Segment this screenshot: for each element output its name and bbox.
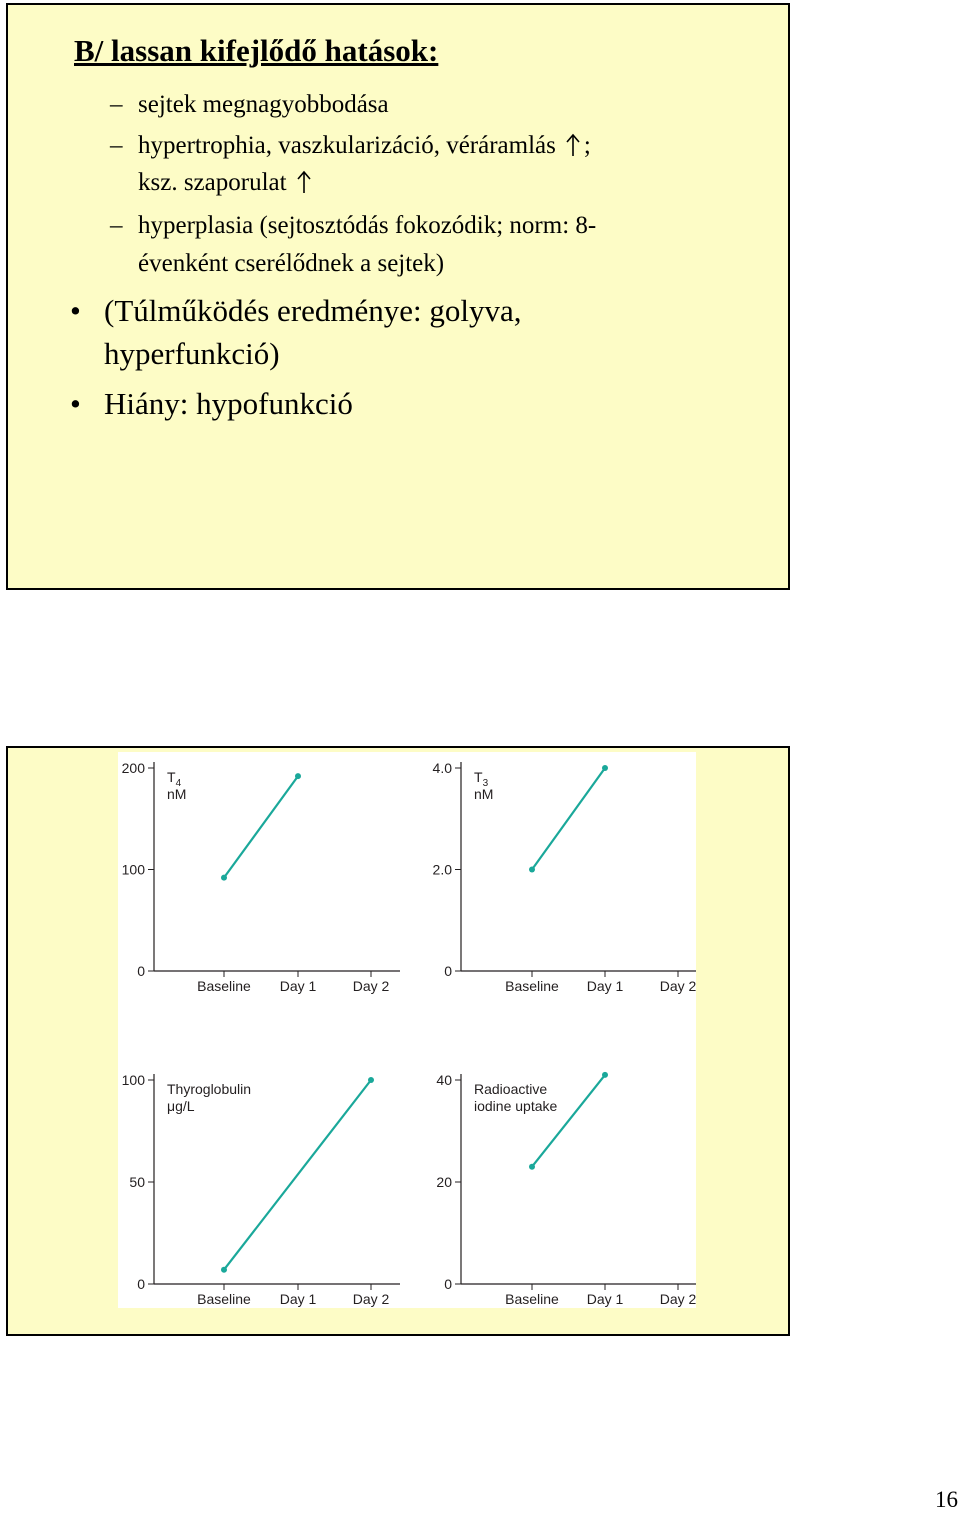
data-point: [529, 867, 535, 873]
bullet-2: Hiány: hypofunkció: [104, 386, 353, 421]
dash-marker: –: [110, 212, 123, 239]
series-line: [224, 776, 298, 878]
dash-item-3-line-1: hyperplasia (sejtosztódás fokozódik; norm: 8-: [138, 212, 597, 239]
charts-svg: [118, 752, 696, 1308]
dash-item-1: sejtek megnagyobbodása: [138, 91, 389, 118]
bullet-marker: •: [70, 293, 81, 328]
y-tick-label: 100: [121, 1072, 145, 1088]
arrow-up-icon: [293, 170, 315, 194]
series-unit-label: nM: [474, 786, 494, 802]
series-unit-label: nM: [167, 786, 187, 802]
y-tick-label: 2.0: [432, 861, 452, 878]
y-tick-label: 50: [129, 1174, 145, 1190]
data-point: [295, 773, 301, 779]
x-tick-label: Baseline: [505, 1291, 559, 1307]
y-tick-label: 0: [444, 963, 452, 979]
series-line: [532, 768, 605, 870]
dash-item-2-text-2: ksz. szaporulat: [138, 169, 287, 196]
x-tick-label: Baseline: [197, 978, 251, 994]
slide-title: B/ lassan kifejlődő hatások:: [74, 33, 439, 68]
series-unit-label: μg/L: [167, 1098, 195, 1114]
x-tick-label: Day 1: [586, 978, 624, 994]
semicolon: ;: [583, 132, 591, 159]
data-point: [602, 1072, 608, 1078]
dash-item-2-text: hypertrophia, vaszkularizáció, véráramlás: [138, 132, 556, 159]
thyroid-charts-figure: [118, 752, 696, 1308]
y-tick-label: 0: [137, 963, 145, 979]
arrow-up-icon: [562, 133, 584, 157]
page-number: 16: [935, 1487, 958, 1512]
y-tick-label: 0: [444, 1276, 452, 1292]
x-tick-label: Day 1: [279, 1291, 317, 1307]
slide-figure-panel: [6, 746, 790, 1336]
y-tick-label: 200: [121, 760, 145, 776]
x-tick-label: Day 2: [659, 978, 696, 994]
x-tick-label: Day 2: [659, 1291, 696, 1307]
x-tick-label: Baseline: [505, 978, 559, 994]
y-tick-label: 0: [137, 1276, 145, 1292]
x-tick-label: Baseline: [197, 1291, 251, 1307]
y-tick-label: 4.0: [432, 760, 452, 776]
dash-item-2-line-1: [138, 127, 591, 164]
x-tick-label: Day 2: [352, 978, 390, 994]
series-label: $T_3$: [474, 769, 489, 789]
series-label: Thyroglobulin: [167, 1081, 252, 1097]
y-tick-label: 40: [436, 1072, 452, 1088]
x-tick-label: Day 2: [352, 1291, 390, 1307]
data-point: [529, 1164, 535, 1170]
series-label: $T_4$: [167, 769, 182, 789]
x-tick-label: Day 1: [586, 1291, 624, 1307]
bullet-marker: •: [70, 386, 81, 421]
bullet-1-line-1: (Túlműködés eredménye: golyva,: [104, 293, 522, 328]
y-tick-label: 20: [436, 1174, 452, 1190]
slide-text-panel: [6, 3, 790, 590]
x-tick-label: Day 1: [279, 978, 317, 994]
dash-item-3-line-2: évenként cserélődnek a sejtek): [138, 250, 445, 277]
dash-marker: –: [110, 132, 123, 159]
series-unit-label: iodine uptake: [474, 1098, 558, 1114]
data-point: [368, 1077, 374, 1083]
series-label: Radioactive: [474, 1081, 548, 1097]
dash-item-2-line-2: [138, 164, 315, 201]
data-point: [221, 875, 227, 881]
y-tick-label: 100: [121, 861, 145, 878]
data-point: [602, 765, 608, 771]
data-point: [221, 1267, 227, 1273]
dash-marker: –: [110, 91, 123, 118]
bullet-1-line-2: hyperfunkció): [104, 336, 280, 371]
series-line: [224, 1080, 371, 1270]
